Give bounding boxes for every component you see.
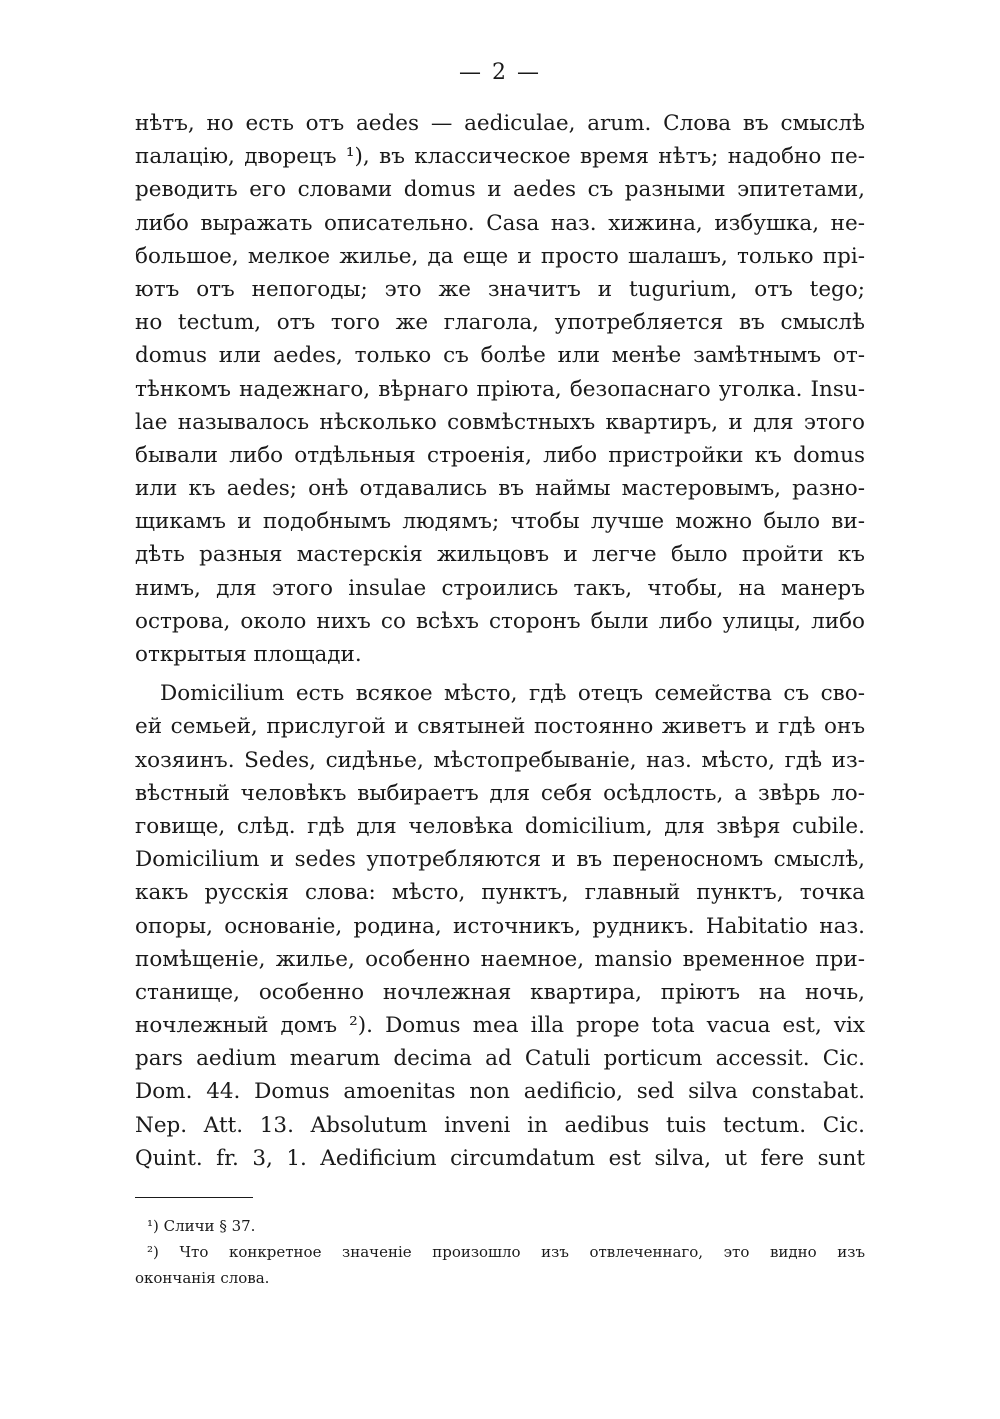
text-line: какъ русскія слова: мѣсто, пунктъ, главный пунктъ, точка [135, 880, 865, 906]
text-line: lae называлось нѣсколько совмѣстныхъ квартиръ, и для этого [135, 409, 865, 435]
footnotes [135, 1213, 865, 1291]
text-line: станище, особенно ночлежная квартира, пріютъ на ночь, [135, 979, 865, 1005]
text-line: Nep. Att. 13. Absolutum inveni in aedibus tuis tectum. Cic. [135, 1112, 865, 1138]
text-line: большое, мелкое жилье, да еще и просто шалашъ, только прі- [135, 243, 865, 269]
footnote-2-continuation: окончанія слова. [135, 1269, 270, 1287]
text-line: тѣнкомъ надежнаго, вѣрнаго пріюта, безопаснаго уголка. Insu- [135, 376, 865, 402]
text-line: или къ aedes; онѣ отдавались въ наймы мастеровымъ, разно- [135, 476, 865, 502]
text-line: реводить его словами domus и aedes съ разными эпитетами, [135, 177, 865, 203]
text-line: острова, около нихъ со всѣхъ сторонъ были либо улицы, либо [135, 608, 865, 634]
text-line: Dom. 44. Domus amoenitas non aedificio, sed silva constabat. [135, 1079, 865, 1105]
text-line: но tectum, отъ того же глагола, употребляется въ смыслѣ [135, 310, 865, 336]
text-line: говище, слѣд. гдѣ для человѣка domicilium, для звѣря cubile. [135, 813, 865, 839]
text-line: нѣтъ, но есть отъ aedes — aediculae, arum. Слова въ смыслѣ [135, 111, 865, 136]
text-line: бывали либо отдѣльныя строенія, либо пристройки къ domus [135, 442, 865, 468]
text-line: domus или aedes, только съ болѣе или менѣе замѣтнымъ от- [135, 343, 865, 369]
footnote-1: ¹) Сличи § 37. [147, 1217, 256, 1235]
paragraph-start-line: Domicilium есть всякое мѣсто, гдѣ отецъ семейства съ сво- [160, 681, 865, 707]
text-line: ей семьей, прислугой и святыней постоянно живетъ и гдѣ онъ [135, 714, 865, 740]
text-line: pars aedium mearum decima ad Catuli porticum accessit. Cic. [135, 1046, 865, 1072]
text-line: либо выражать описательно. Casa наз. хижина, избушка, не- [135, 210, 865, 236]
footnote-2: ²) Что конкретное значеніе произошло изъ отвлеченнаго, это видно изъ [147, 1243, 865, 1261]
text-line: дѣть разныя мастерскія жильцовъ и легче было пройти къ [135, 542, 865, 568]
text-line: нимъ, для этого insulae строились такъ, чтобы, на манеръ [135, 575, 865, 601]
text-line: опоры, основаніе, родина, источникъ, рудникъ. Habitatio наз. [135, 913, 865, 939]
footnote-divider [135, 1197, 253, 1198]
text-line: Quint. fr. 3, 1. Aedificium circumdatum est silva, ut fere sunt [135, 1145, 865, 1171]
text-line: ютъ отъ непогоды; это же значитъ и tugurium, отъ tego; [135, 276, 865, 302]
text-line: ночлежный домъ ²). Domus mea illa prope tota vacua est, vix [135, 1013, 865, 1039]
text-line: хозяинъ. Sedes, сидѣнье, мѣстопребываніе, наз. мѣсто, гдѣ из- [135, 747, 865, 773]
text-line: вѣстный человѣкъ выбираетъ для себя осѣдлость, а звѣрь ло- [135, 780, 865, 806]
text-line: палацію, дворецъ ¹), въ классическое время нѣтъ; надобно пе- [135, 144, 865, 170]
text-line: Domicilium и sedes употребляются и въ переносномъ смыслѣ, [135, 847, 865, 873]
paragraph-end-line: открытыя площади. [135, 642, 362, 667]
text-line: помѣщеніе, жилье, особенно наемное, mansio временное при- [135, 946, 865, 972]
page-number: — 2 — [459, 60, 541, 85]
text-line: щикамъ и подобнымъ людямъ; чтобы лучше можно было ви- [135, 509, 865, 535]
main-text [135, 107, 865, 1175]
